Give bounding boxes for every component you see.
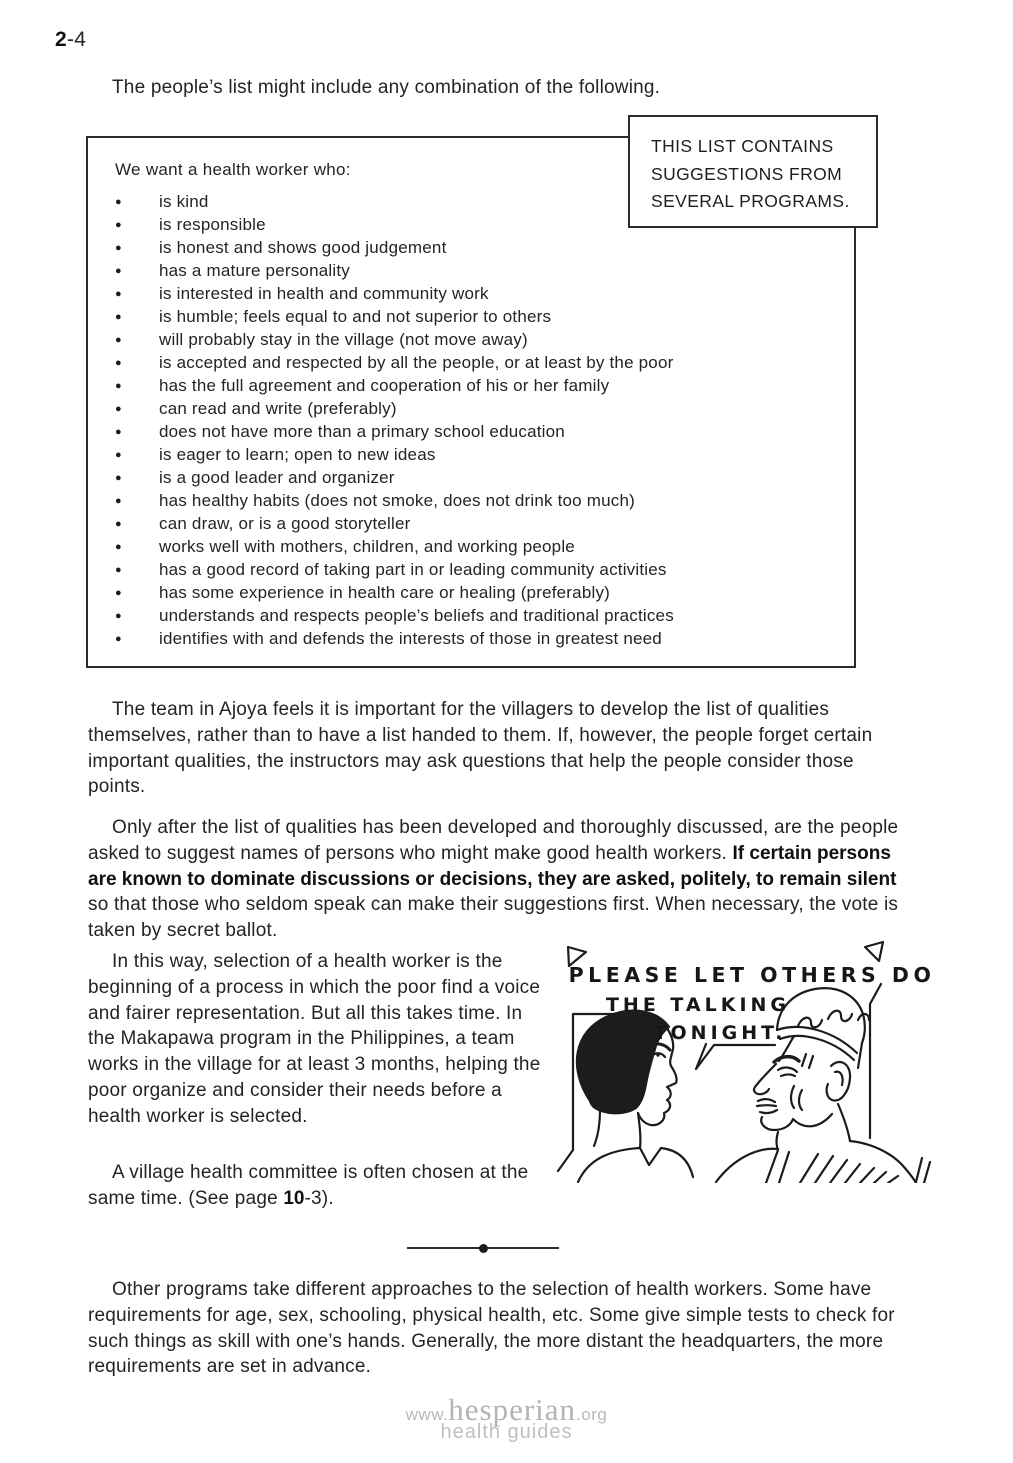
speech-text-line2: THE TALKING — [605, 994, 791, 1016]
qualities-list — [115, 190, 674, 650]
quality-item: ● does not have more than a primary school education — [115, 420, 674, 443]
callout-note-box — [628, 115, 878, 228]
page-number — [55, 28, 86, 52]
quality-item: ● has a good record of taking part in or leading community activities — [115, 558, 674, 581]
quality-item: ● is responsible — [115, 213, 674, 236]
quality-item: ● identifies with and defends the interests of those in greatest need — [115, 627, 674, 650]
panel-frame-right — [870, 984, 881, 1138]
old-man-wrinkles — [791, 1054, 813, 1110]
old-man-nose — [754, 1064, 776, 1094]
quality-item: ● has the full agreement and cooperation of his or her family — [115, 374, 674, 397]
paragraph-other-programs: Other programs take different approaches to the selection of health workers. Some have requirements for age, sex, schooling, physical health, etc. Some give simple tests to check for such things as skill with one’s hands. Generally, the more distant the headquarters, the more requirements are set in advance. — [88, 1279, 895, 1378]
page-number-chapter: 2 — [55, 28, 67, 51]
speech-text-line3: TONIGHT. — [653, 1022, 787, 1044]
quality-item: ● has healthy habits (does not smoke, does not drink too much) — [115, 489, 674, 512]
two-people-talking-illustration — [548, 938, 998, 1183]
quality-item: ● understands and respects people’s beliefs and traditional practices — [115, 604, 674, 627]
quality-item: ● is a good leader and organizer — [115, 466, 674, 489]
qualities-list-heading: We want a health worker who: — [115, 160, 351, 179]
page-number-rest: -4 — [66, 28, 87, 51]
quality-item: ● has a mature personality — [115, 259, 674, 282]
young-man-pupil — [656, 1053, 659, 1056]
quality-item: ● will probably stay in the village (not move away) — [115, 328, 674, 351]
quality-item: ● is eager to learn; open to new ideas — [115, 443, 674, 466]
watermark-tagline: health guides — [440, 1421, 573, 1443]
quality-item: ● is kind — [115, 190, 674, 213]
watermark-org: .org — [576, 1405, 608, 1424]
old-man-cap-pattern — [798, 1011, 869, 1028]
quality-item: ● works well with mothers, children, and working people — [115, 535, 674, 558]
speech-bubble-tail — [696, 1044, 775, 1069]
paragraph-text: -3). — [304, 1187, 334, 1209]
paragraph-text: A village health committee is often chosen at the same time. (See page — [88, 1162, 529, 1209]
paragraph-suggest-names — [88, 815, 910, 944]
quality-item: ● can read and write (preferably) — [115, 397, 674, 420]
paragraph-text: Only after the list of qualities has been developed and thoroughly discussed, are the people asked to suggest names of persons who might make good health workers. — [88, 817, 899, 864]
quality-item: ● has some experience in health care or healing (preferably) — [115, 581, 674, 604]
paragraph-selection-process: In this way, selection of a health worker is the beginning of a process in which the poor find a voice and fairer representation. But all this takes time. In the Makapawa program in the Philippines, a team works in the village for at least 3 months, helping the poor organize and consider their needs before a health worker is selected. — [88, 951, 541, 1127]
divider-line — [487, 1247, 560, 1250]
intro-sentence: The people’s list might include any combination of the following. — [112, 77, 661, 98]
quality-item: ● can draw, or is a good storyteller — [115, 512, 674, 535]
quality-item: ● is humble; feels equal to and not superior to others — [115, 305, 674, 328]
speech-text-line1: PLEASE LET OTHERS DO — [568, 963, 936, 987]
old-man-eyebrow — [774, 1057, 799, 1062]
old-man-mouth — [757, 1099, 777, 1113]
paragraph-text: so that those who seldom speak can make their suggestions first. When necessary, the vote is taken by secret ballot. — [88, 894, 899, 942]
old-man-garment-stripes — [800, 1154, 898, 1183]
callout-line: SUGGESTIONS FROM — [651, 163, 843, 184]
corner-flag-right-icon — [865, 942, 883, 961]
quality-item: ● is interested in health and community work — [115, 282, 674, 305]
divider-line — [407, 1247, 480, 1250]
edge-marks — [916, 1158, 930, 1183]
old-man-chin-jaw — [761, 1114, 832, 1130]
quality-item: ● is accepted and respected by all the people, or at least by the poor — [115, 351, 674, 374]
quality-item: ● is honest and shows good judgement — [115, 236, 674, 259]
young-man-shoulders — [578, 1148, 693, 1182]
callout-line: THIS LIST CONTAINS — [651, 136, 834, 156]
paragraph-ajoya-team: The team in Ajoya feels it is important for the villagers to develop the list of qualities themselves, rather than to have a list handed to them. If, however, the people forget certain important qualities, the instructors may ask questions that help the people consider those points. — [88, 699, 873, 798]
old-man-garment — [716, 1141, 916, 1183]
paragraph-bold-text: If certain persons are known to dominate discussions or decisions, they are asked, politely, to remain silent — [88, 842, 897, 890]
callout-line: SEVERAL PROGRAMS. — [651, 191, 850, 211]
page-reference-bold: 10 — [283, 1187, 305, 1209]
watermark-brand: hesperian — [448, 1392, 577, 1427]
paragraph-village-committee — [88, 1160, 546, 1212]
section-divider — [407, 1243, 559, 1253]
watermark-footer — [0, 1392, 1013, 1444]
watermark-www: www. — [405, 1405, 449, 1424]
old-man-ear — [827, 1062, 850, 1101]
old-man-eye — [778, 1068, 797, 1076]
young-man-neck — [594, 1110, 640, 1148]
